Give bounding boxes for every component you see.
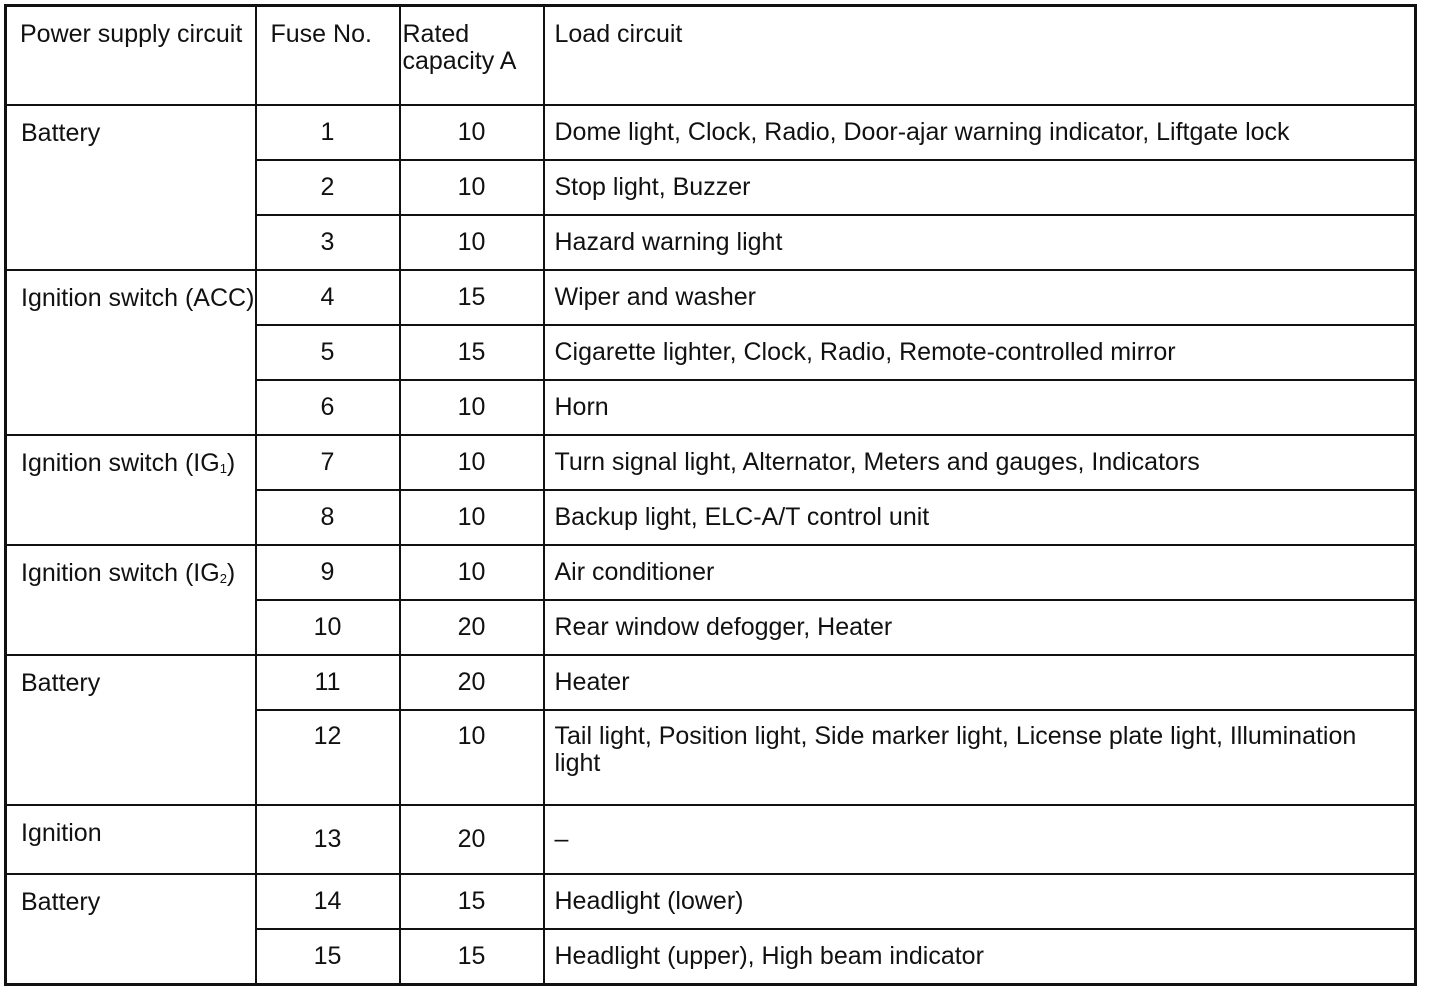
load-circuit-cell: Horn bbox=[544, 380, 1416, 435]
load-circuit-cell: Hazard warning light bbox=[544, 215, 1416, 270]
rated-capacity-cell: 10 bbox=[400, 435, 544, 490]
rated-capacity-cell: 15 bbox=[400, 929, 544, 985]
fuse-number-cell: 13 bbox=[256, 805, 400, 874]
power-supply-cell bbox=[6, 435, 256, 545]
power-supply-cell bbox=[6, 874, 256, 985]
load-circuit-cell: Turn signal light, Alternator, Meters and gauges, Indicators bbox=[544, 435, 1416, 490]
load-circuit-cell: Stop light, Buzzer bbox=[544, 160, 1416, 215]
load-circuit-cell: Tail light, Position light, Side marker light, License plate light, Illumination light bbox=[544, 710, 1416, 805]
power-supply-label: Ignition switch (ACC) bbox=[21, 284, 255, 312]
load-circuit-cell: Cigarette lighter, Clock, Radio, Remote-controlled mirror bbox=[544, 325, 1416, 380]
table-row bbox=[6, 435, 1416, 490]
power-supply-cell bbox=[6, 805, 256, 874]
power-supply-suffix: ) bbox=[226, 559, 236, 587]
fuse-number-cell: 6 bbox=[256, 380, 400, 435]
header-load-circuit: Load circuit bbox=[544, 6, 1416, 106]
header-rated-capacity: Rated capacity A bbox=[400, 6, 544, 106]
rated-capacity-cell: 15 bbox=[400, 325, 544, 380]
rated-capacity-cell: 10 bbox=[400, 105, 544, 160]
fuse-number-cell: 1 bbox=[256, 105, 400, 160]
power-supply-label: Ignition switch (IG bbox=[21, 559, 220, 587]
fuse-number-cell: 12 bbox=[256, 710, 400, 805]
table-row bbox=[6, 105, 1416, 160]
fuse-number-cell: 5 bbox=[256, 325, 400, 380]
table-row bbox=[6, 805, 1416, 874]
rated-capacity-cell: 20 bbox=[400, 805, 544, 874]
table-row bbox=[6, 270, 1416, 325]
power-supply-label: Ignition switch (IG bbox=[21, 449, 220, 477]
fuse-number-cell: 15 bbox=[256, 929, 400, 985]
power-supply-label: Battery bbox=[21, 888, 101, 916]
power-supply-subscript: 1 bbox=[219, 461, 227, 476]
load-circuit-cell: Dome light, Clock, Radio, Door-ajar warning indicator, Liftgate lock bbox=[544, 105, 1416, 160]
fuse-number-cell: 4 bbox=[256, 270, 400, 325]
table-row bbox=[6, 545, 1416, 600]
header-fuse-no: Fuse No. bbox=[256, 6, 400, 106]
load-circuit-cell: Headlight (upper), High beam indicator bbox=[544, 929, 1416, 985]
rated-capacity-cell: 10 bbox=[400, 215, 544, 270]
rated-capacity-cell: 20 bbox=[400, 600, 544, 655]
header-row bbox=[6, 6, 1416, 106]
power-supply-cell bbox=[6, 655, 256, 805]
power-supply-label: Battery bbox=[21, 669, 101, 697]
power-supply-cell bbox=[6, 270, 256, 435]
fuse-number-cell: 3 bbox=[256, 215, 400, 270]
fuse-table bbox=[4, 4, 1417, 986]
fuse-number-cell: 10 bbox=[256, 600, 400, 655]
table-row bbox=[6, 655, 1416, 710]
load-circuit-cell: Rear window defogger, Heater bbox=[544, 600, 1416, 655]
rated-capacity-cell: 10 bbox=[400, 380, 544, 435]
table-header bbox=[6, 6, 1416, 106]
rated-capacity-cell: 10 bbox=[400, 490, 544, 545]
rated-capacity-cell: 10 bbox=[400, 160, 544, 215]
rated-capacity-cell: 20 bbox=[400, 655, 544, 710]
fuse-number-cell: 9 bbox=[256, 545, 400, 600]
load-circuit-cell: – bbox=[544, 805, 1416, 874]
load-circuit-cell: Air conditioner bbox=[544, 545, 1416, 600]
power-supply-subscript: 2 bbox=[219, 571, 227, 586]
rated-capacity-cell: 15 bbox=[400, 874, 544, 929]
header-power-supply-circuit: Power supply circuit bbox=[6, 6, 256, 106]
rated-capacity-cell: 10 bbox=[400, 710, 544, 805]
power-supply-cell bbox=[6, 105, 256, 270]
rated-capacity-cell: 10 bbox=[400, 545, 544, 600]
load-circuit-cell: Wiper and washer bbox=[544, 270, 1416, 325]
fuse-number-cell: 7 bbox=[256, 435, 400, 490]
load-circuit-cell: Heater bbox=[544, 655, 1416, 710]
table-body bbox=[6, 105, 1416, 985]
power-supply-suffix: ) bbox=[226, 449, 236, 477]
fuse-number-cell: 2 bbox=[256, 160, 400, 215]
fuse-number-cell: 14 bbox=[256, 874, 400, 929]
fuse-number-cell: 8 bbox=[256, 490, 400, 545]
load-circuit-cell: Backup light, ELC-A/T control unit bbox=[544, 490, 1416, 545]
table-row bbox=[6, 874, 1416, 929]
fuse-number-cell: 11 bbox=[256, 655, 400, 710]
load-circuit-cell: Headlight (lower) bbox=[544, 874, 1416, 929]
power-supply-label: Ignition bbox=[21, 819, 102, 847]
rated-capacity-cell: 15 bbox=[400, 270, 544, 325]
power-supply-cell bbox=[6, 545, 256, 655]
power-supply-label: Battery bbox=[21, 119, 101, 147]
